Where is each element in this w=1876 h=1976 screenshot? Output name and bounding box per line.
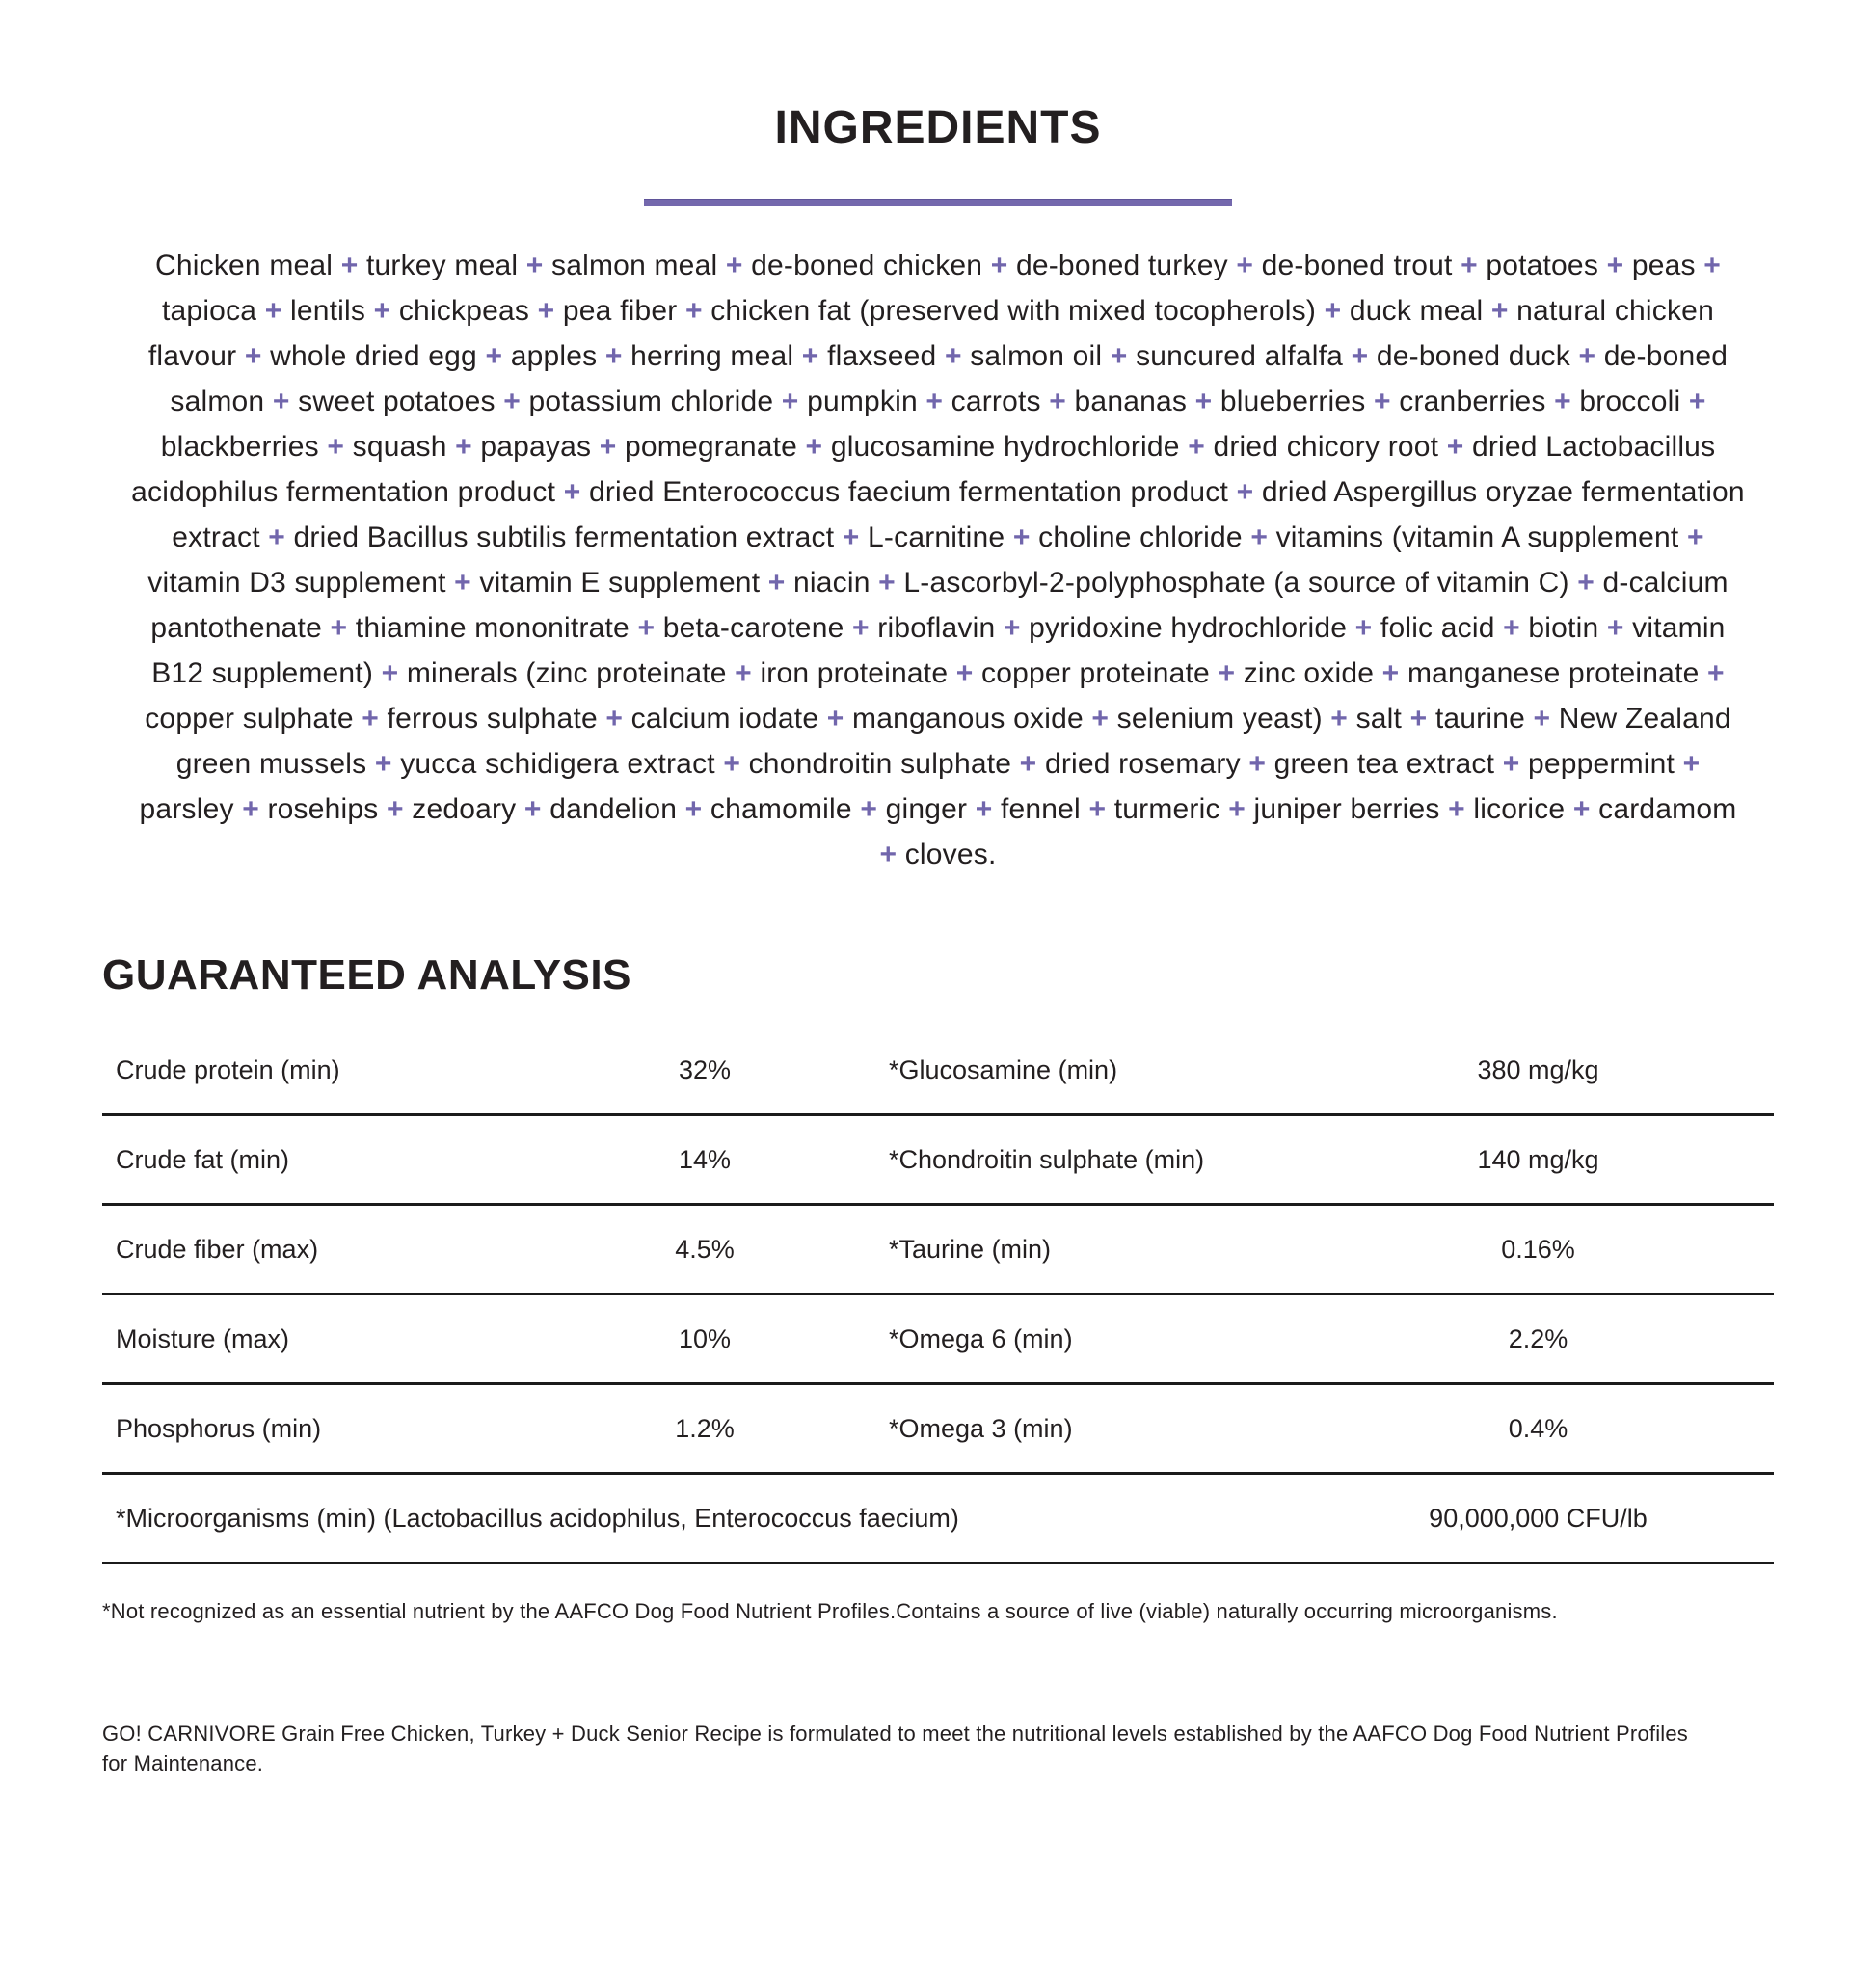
analysis-table (102, 1027, 1774, 1564)
plus-separator: + (1343, 339, 1377, 372)
plus-separator: + (516, 792, 550, 825)
analysis-left-label: Crude protein (min) (116, 1055, 340, 1084)
plus-separator: + (917, 385, 951, 417)
plus-separator: + (717, 249, 752, 281)
plus-separator: + (495, 385, 529, 417)
plus-separator: + (1011, 747, 1045, 780)
plus-separator: + (1322, 702, 1356, 734)
plus-separator: + (1080, 792, 1114, 825)
analysis-right-value: 0.4% (1508, 1413, 1568, 1443)
plus-separator: + (1565, 792, 1599, 825)
plus-separator: + (555, 475, 589, 508)
analysis-right-label: *Glucosamine (min) (889, 1055, 1118, 1084)
plus-separator: + (264, 385, 299, 417)
analysis-right-label: *Omega 6 (min) (889, 1323, 1073, 1353)
plus-separator: + (1374, 656, 1407, 689)
plus-separator: + (760, 566, 794, 599)
plus-separator: + (597, 339, 631, 372)
plus-separator: + (318, 430, 353, 463)
plus-separator: + (1439, 792, 1474, 825)
plus-separator: + (677, 792, 710, 825)
plus-separator: + (366, 747, 401, 780)
plus-separator: + (259, 521, 294, 553)
plus-separator: + (236, 339, 271, 372)
plus-separator: + (1569, 339, 1604, 372)
analysis-rows (102, 1027, 1774, 1475)
analysis-left-value: 1.2% (675, 1413, 735, 1443)
plus-separator: + (818, 702, 853, 734)
plus-separator: + (726, 656, 761, 689)
plus-separator: + (1242, 521, 1276, 553)
plus-separator: + (1083, 702, 1117, 734)
plus-separator: + (1316, 294, 1350, 327)
plus-separator: + (995, 611, 1030, 644)
analysis-right-label: *Omega 3 (min) (889, 1413, 1073, 1443)
plus-separator: + (967, 792, 1001, 825)
guaranteed-analysis-heading: GUARANTEED ANALYSIS (102, 950, 631, 999)
plus-separator: + (529, 294, 563, 327)
plus-separator: + (1699, 656, 1725, 689)
plus-separator: + (844, 611, 878, 644)
analysis-right-value: 0.16% (1501, 1234, 1575, 1264)
footnote-formulation: GO! CARNIVORE Grain Free Chicken, Turkey + Duck Senior Recipe is formulated to meet the nutritional levels established by the AAFCO Dog Food Nutrient Profiles for Maintenance. (102, 1722, 1689, 1776)
plus-separator: + (1209, 656, 1244, 689)
analysis-left-value: 32% (678, 1055, 732, 1084)
plus-separator: + (851, 792, 886, 825)
plus-separator: + (1494, 747, 1528, 780)
plus-separator: + (1228, 475, 1262, 508)
plus-separator: + (1678, 521, 1704, 553)
analysis-row (102, 1116, 1774, 1206)
analysis-left-value: 10% (678, 1323, 732, 1353)
plus-separator: + (1219, 792, 1254, 825)
plus-separator: + (797, 430, 831, 463)
analysis-left-value: 14% (678, 1144, 732, 1174)
plus-separator: + (629, 611, 663, 644)
plus-separator: + (1525, 702, 1559, 734)
plus-separator: + (677, 294, 711, 327)
plus-separator: + (1240, 747, 1274, 780)
plus-separator: + (1179, 430, 1214, 463)
plus-separator: + (333, 249, 366, 281)
plus-separator: + (879, 838, 905, 870)
ingredients-paragraph: Chicken meal + turkey meal + salmon meal + de-boned chicken + de-boned turkey + de-boned trout + potatoes + peas + tapioca + lentils + chickpeas + pea fiber + chicken fat (preserved with mixed tocopherols) + duck meal + natural chicken flavour + whole dried egg + apples + herring meal + flaxseed + salmon oil + suncured alfalfa + de-boned duck + de-boned salmon + sweet potatoes + potassium chloride + pumpkin + carrots + bananas + blueberries + cranberries + broccoli + blackberries + squash + papayas + pomegranate + glucosamine hydrochloride + dried chicory root + dried Lactobacillus acidophilus fermentation product + dried Enterococcus faecium fermentation product + dried Aspergillus oryzae fermentation extract + dried Bacillus subtilis fermentation extract + L-carnitine + choline chloride + vitamins (vitamin A supplement + vitamin D3 supplement + vitamin E supplement + niacin + L-ascorbyl-2-polyphosphate (a source of vitamin C) + d-calcium pantothenate + thiamine mononitrate + beta-carotene + riboflavin + pyridoxine hydrochloride + folic acid + biotin + vitamin B12 supplement) + minerals (zinc proteinate + iron proteinate + copper proteinate + zinc oxide + manganese proteinate + copper sulphate + ferrous sulphate + calcium iodate + manganous oxide + selenium yeast) + salt + taurine + New Zealand green mussels + yucca schidigera extract + chondroitin sulphate + dried rosemary + green tea extract + peppermint + parsley + rosehips + zedoary + dandelion + chamomile + ginger + fennel + turmeric + juniper berries + licorice + cardamom + cloves. (131, 249, 1745, 870)
plus-separator: + (1680, 385, 1706, 417)
plus-separator: + (1347, 611, 1380, 644)
plus-separator: + (936, 339, 971, 372)
plus-separator: + (1483, 294, 1517, 327)
plus-separator: + (1187, 385, 1220, 417)
plus-separator: + (1675, 747, 1701, 780)
plus-separator: + (518, 249, 552, 281)
plus-separator: + (1452, 249, 1487, 281)
analysis-row-microorganisms (102, 1475, 1774, 1564)
plus-separator: + (1695, 249, 1721, 281)
analysis-row (102, 1295, 1774, 1385)
plus-separator: + (233, 792, 268, 825)
plus-separator: + (870, 566, 904, 599)
analysis-row (102, 1385, 1774, 1475)
plus-separator: + (591, 430, 626, 463)
plus-separator: + (1005, 521, 1039, 553)
plus-separator: + (445, 566, 480, 599)
plus-separator: + (365, 294, 399, 327)
plus-separator: + (1402, 702, 1435, 734)
plus-separator: + (793, 339, 828, 372)
plus-separator: + (476, 339, 511, 372)
plus-separator: + (446, 430, 481, 463)
plus-separator: + (378, 792, 413, 825)
analysis-left-value: 4.5% (675, 1234, 735, 1264)
ingredients-panel (0, 100, 1876, 1778)
analysis-right-value: 2.2% (1508, 1323, 1568, 1353)
plus-separator: + (256, 294, 290, 327)
plus-separator: + (948, 656, 982, 689)
plus-separator: + (982, 249, 1016, 281)
plus-separator: + (1598, 249, 1632, 281)
plus-separator: + (1040, 385, 1075, 417)
analysis-right-value: 380 mg/kg (1477, 1055, 1599, 1084)
plus-separator: + (1545, 385, 1580, 417)
analysis-left-label: Crude fiber (max) (116, 1234, 319, 1264)
plus-separator: + (1494, 611, 1529, 644)
microorganisms-value: 90,000,000 CFU/lb (1429, 1503, 1648, 1533)
analysis-left-label: Phosphorus (min) (116, 1413, 322, 1443)
plus-separator: + (353, 702, 388, 734)
plus-separator: + (373, 656, 407, 689)
plus-separator: + (834, 521, 869, 553)
plus-separator: + (1438, 430, 1472, 463)
plus-separator: + (1598, 611, 1633, 644)
title-divider (644, 199, 1232, 206)
plus-separator: + (773, 385, 808, 417)
plus-separator: + (597, 702, 631, 734)
microorganisms-label: *Microorganisms (min) (Lactobacillus acidophilus, Enterococcus faecium) (116, 1503, 959, 1533)
analysis-left-label: Moisture (max) (116, 1323, 290, 1353)
analysis-left-label: Crude fat (min) (116, 1144, 290, 1174)
plus-separator: + (321, 611, 356, 644)
analysis-right-value: 140 mg/kg (1477, 1144, 1599, 1174)
analysis-right-label: *Taurine (min) (889, 1234, 1052, 1264)
plus-separator: + (1568, 566, 1603, 599)
page-title: INGREDIENTS (774, 102, 1102, 153)
analysis-row (102, 1027, 1774, 1116)
footnote-aafco-nutrient: *Not recognized as an essential nutrient by the AAFCO Dog Food Nutrient Profiles.Contains a source of live (viable) naturally occurring microorganisms. (102, 1599, 1558, 1624)
plus-separator: + (1227, 249, 1262, 281)
plus-separator: + (714, 747, 749, 780)
plus-separator: + (1102, 339, 1137, 372)
analysis-right-label: *Chondroitin sulphate (min) (889, 1144, 1205, 1174)
analysis-row (102, 1206, 1774, 1295)
plus-separator: + (1365, 385, 1400, 417)
